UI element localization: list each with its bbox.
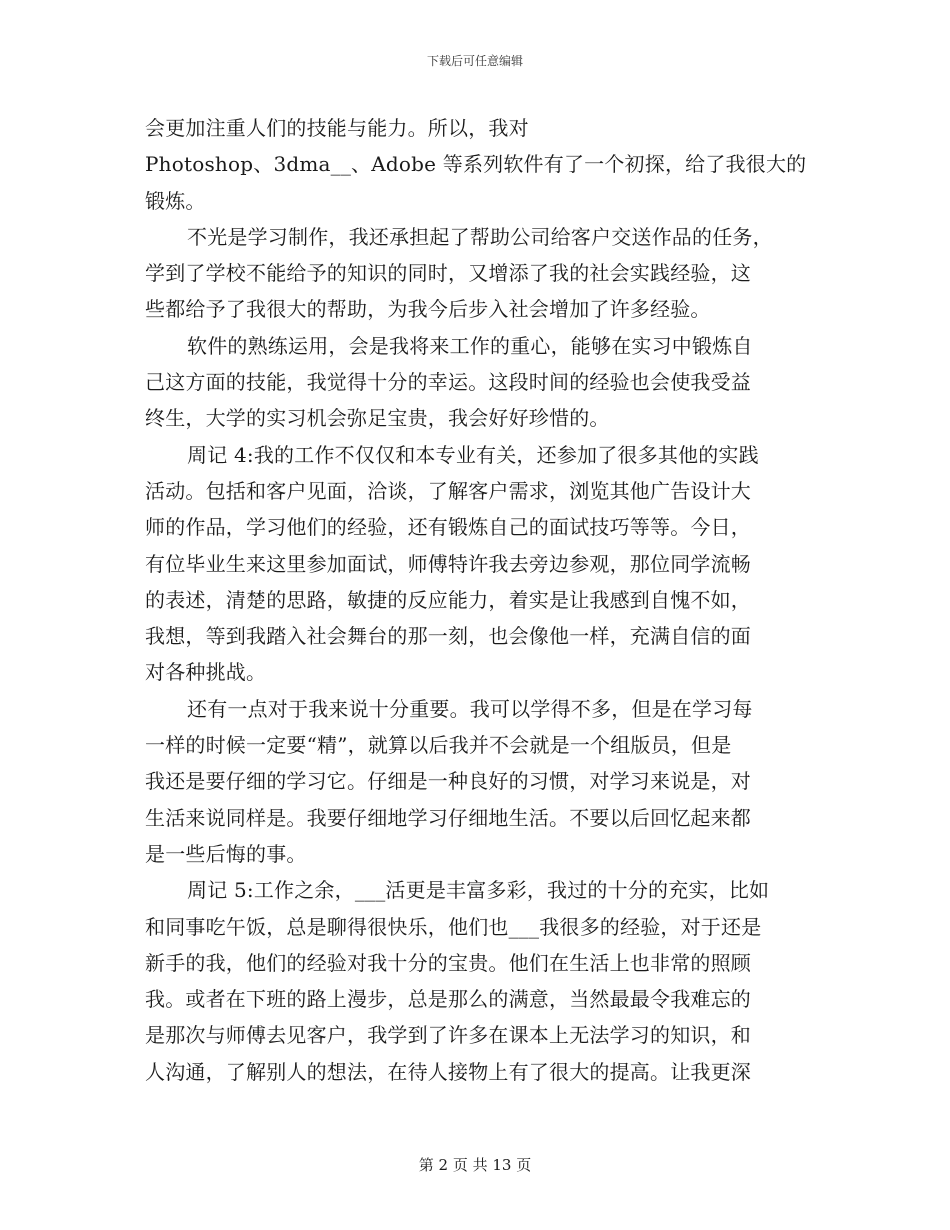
body-line: 我。或者在下班的路上漫步，总是那么的满意，当然最最令我难忘的 [145, 987, 751, 1012]
body-line: 有位毕业生来这里参加面试，师傅特许我去旁边参观，那位同学流畅 [145, 551, 751, 576]
body-line: 己这方面的技能，我觉得十分的幸运。这段时间的经验也会使我受益 [145, 370, 751, 395]
paragraph-first-line: 软件的熟练运用，会是我将来工作的重心，能够在实习中锻炼自 [187, 333, 753, 358]
body-line: 会更加注重人们的技能与能力。所以，我对 [145, 116, 529, 140]
body-line: 师的作品，学习他们的经验，还有锻炼自己的面试技巧等等。今日， [145, 515, 751, 540]
body-line: 终生，大学的实习机会弥足宝贵，我会好好珍惜的。 [145, 406, 610, 431]
page-number: 第 2 页 共 13 页 [418, 1156, 532, 1174]
body-line: 的表述，清楚的思路，敏捷的反应能力，着实是让我感到自愧不如， [145, 587, 751, 612]
body-line: 是一些后悔的事。 [145, 841, 307, 866]
document-body [145, 110, 805, 1090]
body-line: Photoshop、3dma__、Adobe 等系列软件有了一个初探，给了我很大的 [145, 152, 807, 177]
body-line: 锻炼。 [145, 188, 206, 213]
body-line: 我还是要仔细的学习它。仔细是一种良好的习惯，对学习来说是，对 [145, 769, 751, 794]
paragraph-first-line: 周记 4:我的工作不仅仅和本专业有关，还参加了很多其他的实践 [187, 442, 759, 467]
page-header-note: 下载后可任意编辑 [426, 54, 523, 68]
paragraph-first-line: 周记 5:工作之余，___活更是丰富多彩，我过的十分的充实，比如 [187, 878, 770, 903]
body-line: 人沟通，了解别人的想法，在待人接物上有了很大的提高。让我更深 [145, 1059, 751, 1084]
body-line: 是那次与师傅去见客户，我学到了许多在课本上无法学习的知识，和 [145, 1023, 751, 1048]
body-line: 生活来说同样是。我要仔细地学习仔细地生活。不要以后回忆起来都 [145, 805, 751, 830]
body-line: 一样的时候一定要“精”，就算以后我并不会就是一个组版员，但是 [145, 733, 732, 758]
body-line: 新手的我，他们的经验对我十分的宝贵。他们在生活上也非常的照顾 [145, 950, 751, 975]
body-line: 和同事吃午饭，总是聊得很快乐，他们也___我很多的经验，对于还是 [145, 914, 762, 939]
body-line: 学到了学校不能给予的知识的同时，又增添了我的社会实践经验，这 [145, 261, 751, 286]
paragraph-first-line: 不光是学习制作，我还承担起了帮助公司给客户交送作品的任务， [187, 224, 773, 249]
paragraph-first-line: 还有一点对于我来说十分重要。我可以学得不多，但是在学习每 [187, 696, 753, 721]
body-line: 对各种挑战。 [145, 660, 267, 685]
body-line: 我想，等到我踏入社会舞台的那一刻，也会像他一样，充满自信的面 [145, 624, 751, 649]
body-line: 活动。包括和客户见面，洽谈，了解客户需求，浏览其他广告设计大 [145, 478, 751, 503]
body-line: 些都给予了我很大的帮助，为我今后步入社会增加了许多经验。 [145, 297, 711, 322]
